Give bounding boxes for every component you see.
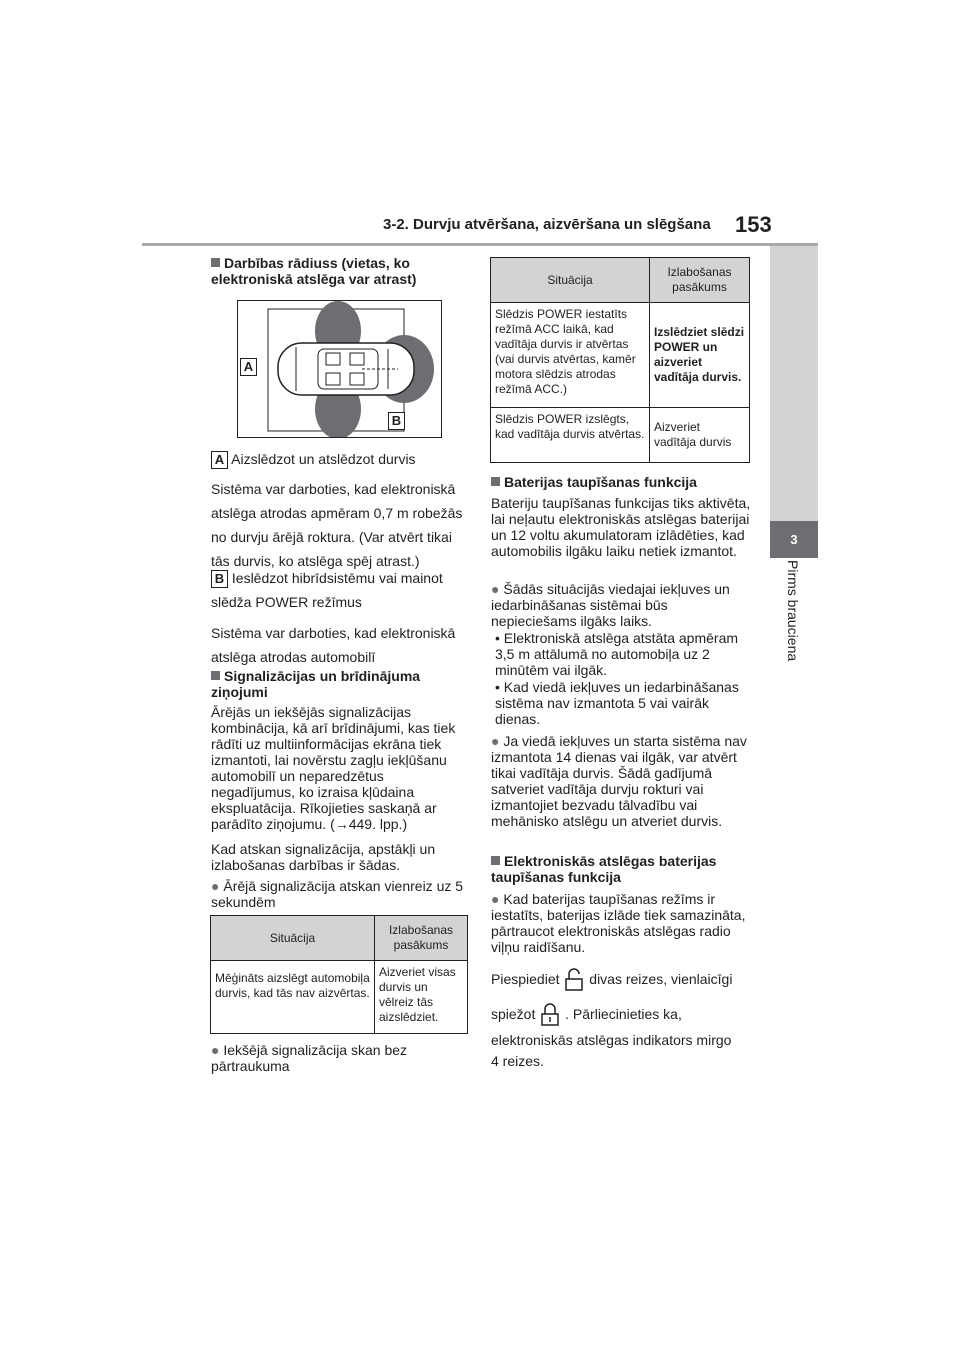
- bullet-longer-time: ● Šādās situācijās viedajai iekļuves un iedarbināšanas sistēmai būs nepieciešams ilgāks laiks.: [491, 581, 730, 629]
- item-a: A Aizslēdzot un atslēdzot durvis: [211, 447, 466, 471]
- item-b-desc: Sistēma var darboties, kad elektroniskā atslēga atrodas automobilī: [211, 625, 456, 665]
- table-cell: Slēdzis POWER iestatīts režīmā ACC laikā, kad vadītāja durvis ir atvērtas (vai durvis atvērtas, kamēr motora slēdzis atrodas režīmā ACC.): [491, 303, 650, 408]
- heading-range: Darbības rādiuss (vietas, ko elektroniskā atslēga var atrast): [211, 255, 417, 287]
- press-instruction-line3: elektroniskās atslēgas indikators mirgo: [491, 1032, 732, 1048]
- round-bullet-icon: ●: [211, 878, 220, 894]
- lock-icon: [539, 1003, 561, 1027]
- diagram-label-b: B: [388, 412, 405, 430]
- header-rule: [142, 243, 818, 246]
- unlock-icon: [563, 968, 585, 992]
- section-title: 3-2. Durvju atvēršana, aizvēršana un slēgšana: [383, 216, 711, 233]
- table-header-situation: Situācija: [491, 258, 650, 303]
- heading-battery-saving: Baterijas taupīšanas funkcija: [491, 474, 751, 490]
- alarm-table-1: [210, 915, 468, 1034]
- table-header-remedy: Izlabošanas pasākums: [650, 258, 750, 303]
- table-cell: Aizveriet vadītāja durvis: [650, 408, 750, 463]
- square-bullet-icon: [491, 477, 500, 486]
- table-header-situation: Situācija: [211, 916, 375, 961]
- table-cell: Izslēdziet slēdzi POWER un aizveriet vadītāja durvis.: [650, 303, 750, 408]
- square-bullet-icon: [211, 671, 220, 680]
- paragraph-alarms: Ārējās un iekšējās signalizācijas kombinācija, kā arī brīdinājumi, kas tiek rādīti uz multiinformācijas ekrāna tiek izmantoti, lai novērstu zagļu iekļūšanu automobilī un neparedzētus negadījumus, ko izraisa kļūdaina ekspluatācija. Rīkojieties saskaņā ar parādīto ziņojumu. (→449. lpp.): [211, 704, 456, 832]
- page-number: 153: [735, 212, 772, 237]
- bullet-saving-mode: ● Kad baterijas taupīšanas režīms ir iestatīts, baterijas izlāde tiek samazināta, pārtraucot elektroniskās atslēgas radio viļņu raidīšanu.: [491, 891, 746, 955]
- heading-key-battery: Elektroniskās atslēgas baterijas taupīšanas funkcija: [491, 853, 717, 885]
- square-bullet-icon: [491, 856, 500, 865]
- table-cell: Aizveriet visas durvis un vēlreiz tās aizslēdziet.: [375, 961, 468, 1034]
- table-cell: Mēģināts aizslēgt automobiļa durvis, kad tās nav aizvērtas.: [211, 961, 375, 1034]
- dot-item-1: • Elektroniskā atslēga atstāta apmēram 3,5 m attālumā no automobiļa uz 2 minūtēm vai ilgāk.: [495, 630, 739, 678]
- table-header-remedy: Izlabošanas pasākums: [375, 916, 468, 961]
- bullet-14-days: ● Ja viedā iekļuves un starta sistēma nav izmantota 14 dienas vai ilgāk, var atvērt tikai vadītāja durvis. Šādā gadījumā satveriet vadītāja durvju rokturi vai izmantojiet bezvadu tālvadību vai mehānisko atslēgu un atveriet durvis.: [491, 733, 747, 829]
- chapter-title: Pirms brauciena: [785, 560, 801, 662]
- chapter-tab: 3: [770, 521, 818, 558]
- round-bullet-icon: ●: [491, 733, 500, 749]
- press-instruction-line1: Piespiediet divas reizes, vienlaicīgi: [491, 967, 761, 992]
- paragraph-conditions: Kad atskan signalizācija, apstākļi un izlabošanas darbības ir šādas.: [211, 841, 436, 873]
- square-bullet-icon: [211, 258, 220, 267]
- alarm-table-2: [490, 257, 750, 463]
- round-bullet-icon: ●: [491, 891, 500, 907]
- dot-item-2: • Kad viedā iekļuves un iedarbināšanas sistēma nav izmantota 5 vai vairāk dienas.: [495, 679, 739, 727]
- car-top-view-diagram: [238, 301, 441, 437]
- range-diagram: [237, 300, 442, 438]
- round-bullet-icon: ●: [491, 581, 500, 597]
- press-instruction-line2: spiežot . Pārliecinieties ka,: [491, 1002, 761, 1027]
- bullet-external-alarm: ● Ārējā signalizācija atskan vienreiz uz 5 sekundēm: [211, 878, 464, 910]
- paragraph-battery-saving: Bateriju taupīšanas funkcijas tiks aktivēta, lai neļautu elektroniskās atslēgas baterijai un 12 voltu akumulatoram izlādēties, kad automobilis ilgāku laiku netiek izmantot.: [491, 495, 751, 559]
- heading-alarms: Signalizācijas un brīdinājuma ziņojumi: [211, 668, 421, 700]
- side-bar: [770, 246, 818, 521]
- diagram-label-a: A: [240, 358, 257, 376]
- bullet-internal-alarm: ● Iekšējā signalizācija skan bez pārtraukuma: [211, 1042, 408, 1074]
- round-bullet-icon: ●: [211, 1042, 220, 1058]
- press-instruction-line4: 4 reizes.: [491, 1053, 544, 1069]
- table-cell: Slēdzis POWER izslēgts, kad vadītāja durvis atvērtas.: [491, 408, 650, 463]
- item-a-desc: Sistēma var darboties, kad elektroniskā atslēga atrodas apmēram 0,7 m robežās no durvju ārējā roktura. (Var atvērt tikai tās durvis, ko atslēga spēj atrast.): [211, 481, 463, 569]
- item-b: B Ieslēdzot hibrīdsistēmu vai mainot slēdža POWER režīmus: [211, 570, 443, 610]
